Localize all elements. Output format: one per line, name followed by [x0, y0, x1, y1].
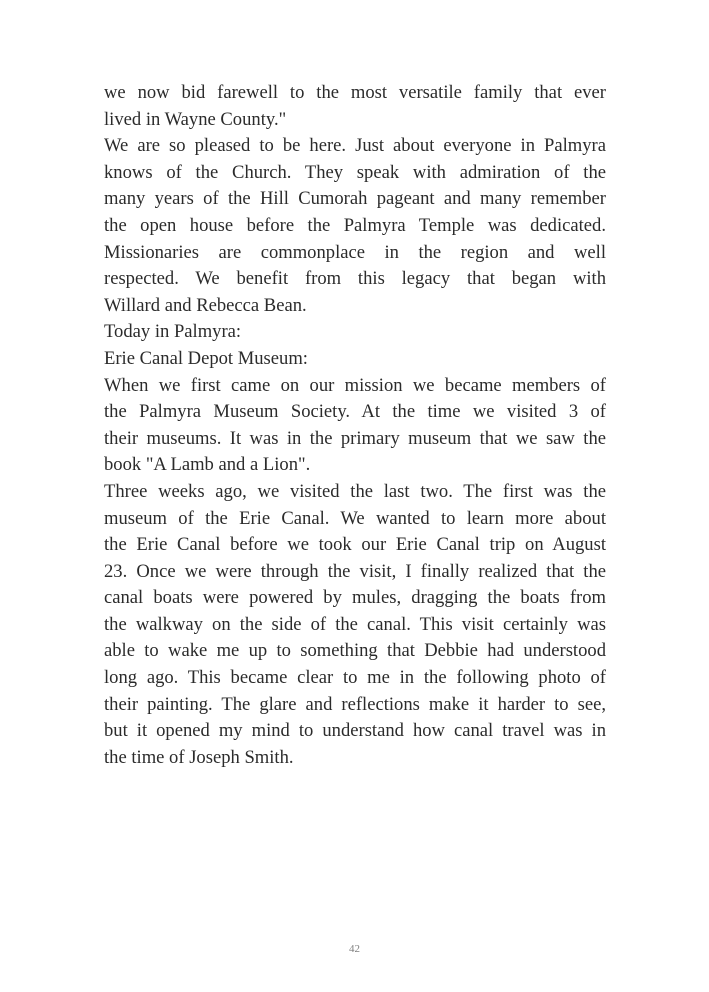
text-line: their painting. The glare and reflections make it harder to see, [104, 693, 606, 715]
text-line: respected. We benefit from this legacy that began with [104, 268, 606, 290]
text-line: the Erie Canal before we took our Erie Canal trip on August [104, 534, 606, 556]
text-line: long ago. This became clear to me in the following photo of [104, 667, 606, 689]
text-line: canal boats were powered by mules, dragging the boats from [104, 587, 606, 609]
text-line: We are so pleased to be here. Just about everyone in Palmyra [104, 135, 606, 157]
text-line: lived in Wayne County." [104, 108, 287, 130]
text-line: When we first came on our mission we became members of [104, 374, 606, 396]
text-line: many years of the Hill Cumorah pageant and many remember [104, 188, 606, 210]
text-line: able to wake me up to something that Debbie had understood [104, 640, 606, 662]
body-text [104, 80, 606, 771]
text-line: museum of the Erie Canal. We wanted to learn more about [104, 507, 606, 529]
text-line: 23. Once we were through the visit, I finally realized that the [104, 560, 606, 582]
text-line: Three weeks ago, we visited the last two. The first was the [104, 480, 606, 502]
text-line: the Palmyra Museum Society. At the time we visited 3 of [104, 401, 606, 423]
text-line: but it opened my mind to understand how canal travel was in [104, 720, 606, 742]
text-line: the open house before the Palmyra Temple was dedicated. [104, 214, 606, 236]
text-line: knows of the Church. They speak with admiration of the [104, 161, 606, 183]
text-line: Willard and Rebecca Bean. [104, 294, 307, 316]
section-heading: Today in Palmyra: [104, 321, 242, 343]
section-subheading: Erie Canal Depot Museum: [104, 347, 308, 369]
text-line: the time of Joseph Smith. [104, 746, 294, 768]
page-number: 42 [349, 943, 360, 955]
text-line: we now bid farewell to the most versatile family that ever [104, 82, 606, 103]
text-line: their museums. It was in the primary museum that we saw the [104, 427, 606, 449]
text-line: the walkway on the side of the canal. This visit certainly was [104, 613, 606, 635]
text-line: Missionaries are commonplace in the region and well [104, 241, 606, 263]
text-line: book "A Lamb and a Lion". [104, 454, 311, 476]
